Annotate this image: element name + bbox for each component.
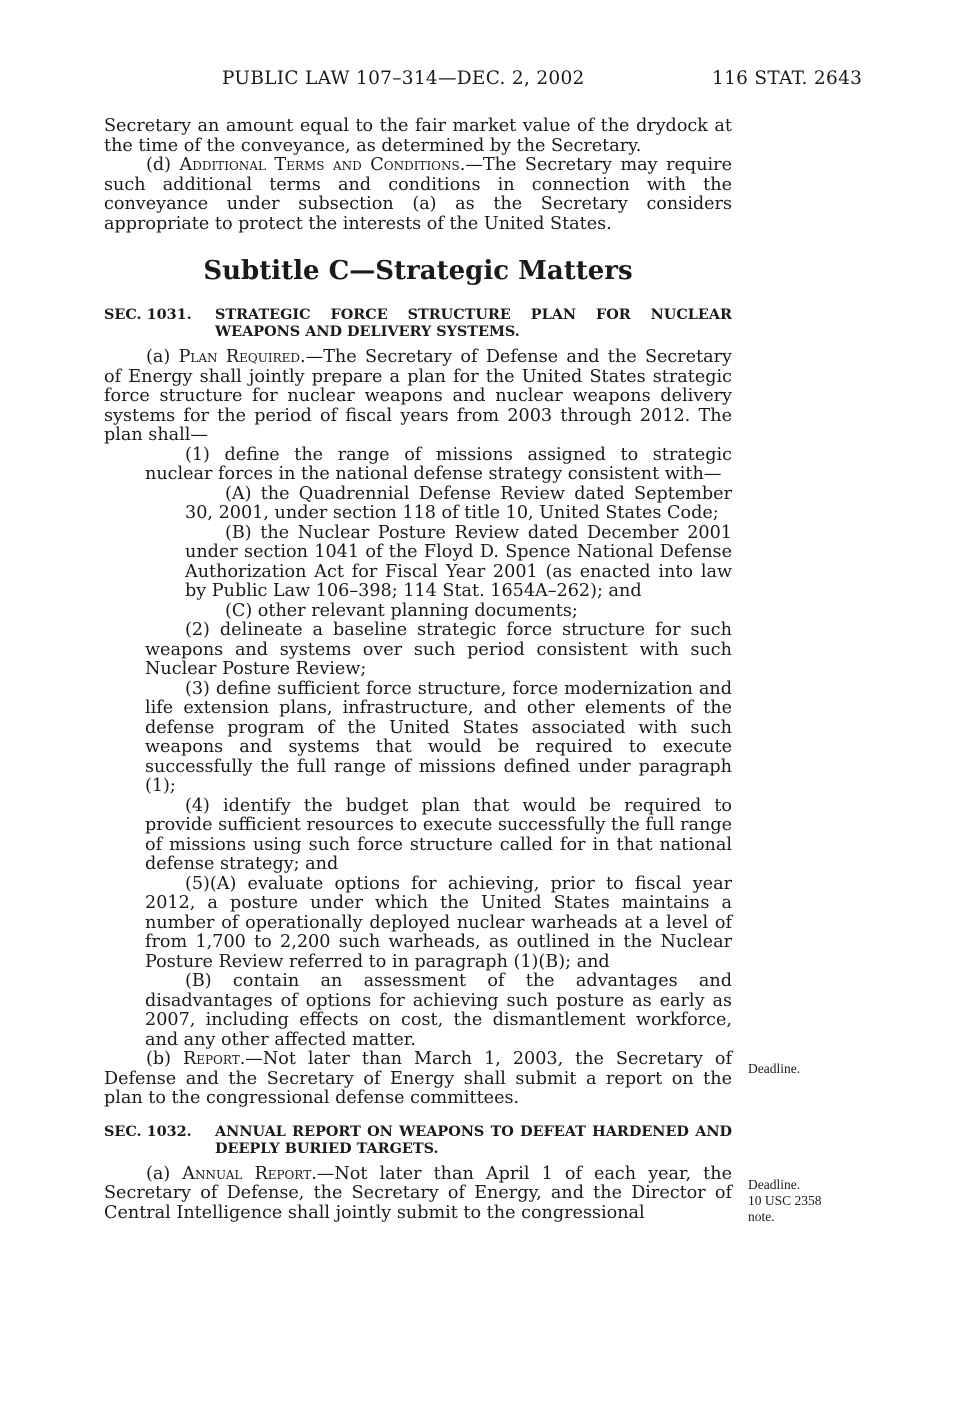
running-header [0,68,969,94]
subsection-d-heading: Additional Terms and Conditions [179,155,460,175]
report-heading: Report [182,1049,240,1069]
section-1032-title: ANNUAL REPORT ON WEAPONS TO DEFEAT HARDENED AND DEEPLY BURIED TARGETS. [215,1122,732,1157]
section-1031-title: STRATEGIC FORCE STRUCTURE PLAN FOR NUCLEAR WEAPONS AND DELIVERY SYSTEMS. [215,306,732,340]
continued-paragraph: Secretary an amount equal to the fair market value of the drydock at the time of the conveyance, as determined by the Secretary. [104,116,732,156]
statute-page-number: 116 STAT. 2643 [712,68,863,89]
margin-note-line: 10 USC 2358 [748,1193,822,1208]
subsection-a-annual-report: (a) Annual Report.—Not later than April 1 of each year, the Secretary of Defense, the Secretary of Energy, and the Director of Central Intelligence shall jointly submit to the congressional [104,1163,732,1223]
paragraph-1-a: (A) the Quadrennial Defense Review dated September 30, 2001, under section 118 of title 10, United States Code; [185,483,732,523]
paragraph-2: (2) delineate a baseline strategic force structure for such weapons and systems over such period consistent with such Nuclear Posture Review; [145,620,732,679]
paragraph-1: (1) define the range of missions assigned to strategic nuclear forces in the national defense strategy consistent with— [145,444,732,484]
subsection-a-plan: (a) Plan Required.—The Secretary of Defense and the Secretary of Energy shall jointly prepare a plan for the United States strategic force structure for nuclear weapons and nuclear weapons delivery systems for the period of fiscal years from 2003 through 2012. The plan shall— [104,347,732,445]
paragraph-1-c: (C) other relevant planning documents; [225,600,578,621]
section-1032-number: SEC. 1032. [104,1122,192,1140]
paragraph-5-b: (B) contain an assessment of the advantages and disadvantages of options for achieving such posture as early as 2007, including effects on cost, the dismantlement workforce, and any other affected matter. [145,971,732,1050]
subsection-b-report: (b) Report.—Not later than March 1, 2003, the Secretary of Defense and the Secretary of Energy shall submit a report on the plan to the congressional defense committees. [104,1049,732,1108]
section-1031-number: SEC. 1031. [104,306,192,323]
margin-note-line: Deadline. [748,1177,801,1192]
paragraph-5-a: (5)(A) evaluate options for achieving, prior to fiscal year 2012, a posture under which the United States maintains a number of operationally deployed nuclear warheads at a level of from 1,700 to 2,200 such warheads, as outlined in the Nuclear Posture Review referred to in paragraph (1)(B); and [145,873,732,972]
margin-note-line: note. [748,1209,775,1224]
plan-required-heading: Plan Required [178,347,300,367]
annual-report-body: Not later than April 1 of each year, the Secretary of Defense, the Secretary of Energy, and the Director of Central Intelligence shall jointly submit to the congressional [104,1163,732,1223]
subsection-d: (d) Additional Terms and Conditions.—The Secretary may require such additional terms and conditions in connection with the conveyance under subsection (a) as the Secretary considers appropriate to protect the interests of the United States. [104,155,732,234]
paragraph-1-b: (B) the Nuclear Posture Review dated December 2001 under section 1041 of the Floyd D. Spence National Defense Authorization Act for Fiscal Year 2001 (as enacted into law by Public Law 106–398; 114 Stat. 1654A–262); and [185,522,732,601]
paragraph-3: (3) define sufficient force structure, force modernization and life extension plans, infrastructure, and other elements of the defense program of the United States associated with such weapons and systems that would be required to execute successfully the full range of missions defined under paragraph (1); [145,678,732,796]
public-law-title: PUBLIC LAW 107–314—DEC. 2, 2002 [222,68,585,89]
margin-note-deadline-usc [748,1177,822,1225]
annual-report-heading: Annual Report [182,1163,312,1184]
paragraph-4: (4) identify the budget plan that would be required to provide sufficient resources to execute successfully the full range of missions using such force structure called for in that national defense strategy; and [145,795,732,874]
section-1031-heading [104,306,732,340]
body-text [104,117,732,1223]
plan-required-body: The Secretary of Defense and the Secretary of Energy shall jointly prepare a plan for the United States strategic force structure for nuclear weapons and nuclear weapons delivery systems for the period of fiscal years from 2003 through 2012. The plan shall— [104,347,732,445]
report-body: Not later than March 1, 2003, the Secretary of Defense and the Secretary of Energy shall submit a report on the plan to the congressional defense committees. [104,1049,732,1108]
margin-note-deadline: Deadline. [748,1061,801,1076]
subtitle-heading: Subtitle C—Strategic Matters [203,256,633,286]
subsection-d-body: The Secretary may require such additional terms and conditions in connection with the conveyance under subsection (a) as the Secretary considers appropriate to protect the interests of the United States. [104,155,732,234]
section-1032-heading [104,1123,732,1157]
